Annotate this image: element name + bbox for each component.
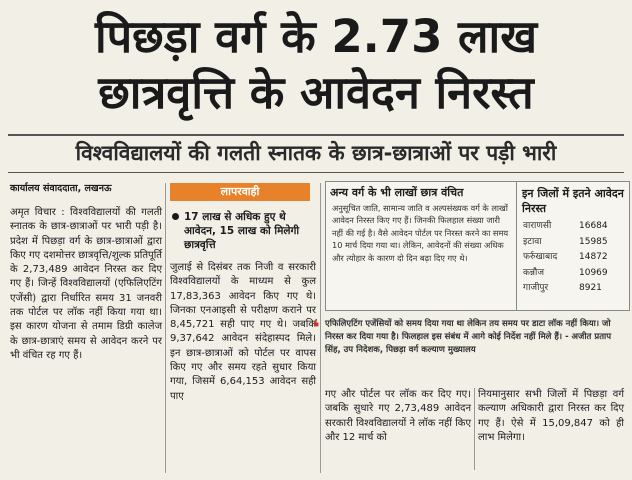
- sidebar-box-title: अन्य वर्ग के भी लाखों छात्र वंचित: [330, 186, 464, 199]
- sidebar-box: [325, 181, 517, 311]
- subheadline-divider: [8, 172, 624, 173]
- article-column-2: जुलाई से दिसंबर तक निजी व सरकारी विश्वविद्यालयों के माध्यम से कुल 17,83,363 आवेदन किए गए थे। जिनका एनआइसी से परीक्षण कराने पर 8,45,721 सही पाए गए थे। जबकि 9,37,642 आवेदन संदेहास्पद मिले। इन छात्र-छात्राओं को पोर्टल पर वापस किए गए और समय रहते सुधार किया गया, जिसमें 6,64,153 आवेदन सही पाए: [170, 262, 316, 402]
- article-column-4: नियमानुसार सभी जिलों में पिछड़ा वर्ग कल्याण अधिकारी द्वारा निरस्त कर दिए गए हैं। ऐसे में 15,09,847 को ही लाभ मिलेगा।: [478, 389, 624, 443]
- district-name: फर्रुखाबाद: [523, 252, 558, 262]
- column-divider: [320, 183, 321, 473]
- headline-divider: [8, 134, 624, 136]
- category-tag: लापरवाही: [170, 183, 310, 201]
- subheadline: विश्वविद्यालयों की गलती स्नातक के छात्र-छात्राओं पर पड़ी भारी: [75, 141, 557, 165]
- official-quote: एफिलिएटिंग एजेंसियों को समय दिया गया था लेकिन तय समय पर डाटा लॉक नहीं किया। जो निरस्त कर दिया गया है। फिलहाल इस संबंध में आगे कोई निर्देश नहीं मिले हैं। - अजीत प्रताप सिंह, उप निदेशक, पिछड़ा वर्ग कल्याण मुख्यालय: [325, 319, 612, 355]
- district-name: वाराणसी: [523, 221, 552, 231]
- article-column-3: गए और पोर्टल पर लॉक कर दिए गए। जबकि सुधारे गए 2,73,489 आवेदन सरकारी विश्वविद्यालयों ने लॉक नहीं किए और 12 मार्च को: [325, 389, 471, 443]
- column-divider: [165, 183, 166, 473]
- sidebar-box-body: अनुसूचित जाति, सामान्य जाति व अल्पसंख्यक वर्ग के लाखों आवेदन निरस्त किए गए हैं। जिनकी फिलहाल संख्या जारी नहीं की गई है। वैसे आवेदन पोर्टल पर निरस्त करने का समय 10 मार्च दिया गया था। लेकिन, आवेदनों की संख्या अधिक और त्योहार के कारण दो दिन बढ़ा दिए गए थे।: [332, 203, 509, 263]
- district-value: 15985: [579, 236, 608, 247]
- highlight-text: 17 लाख से अधिक हुए थे आवेदन, 15 लाख को मिलेगी छात्रवृत्ति: [184, 211, 300, 251]
- district-value: 8921: [579, 283, 602, 293]
- district-table: [516, 181, 630, 311]
- district-value: 16684: [579, 221, 608, 231]
- headline-line-1: पिछड़ा वर्ग के 2.73 लाख: [94, 10, 538, 63]
- headline-line-2: छात्रवृत्ति के आवेदन निरस्त: [98, 66, 534, 119]
- district-row: [517, 219, 629, 235]
- district-name: कन्नौज: [523, 267, 545, 278]
- district-row: [517, 250, 629, 266]
- column-divider: [474, 388, 475, 470]
- district-row: [517, 235, 629, 251]
- district-value: 10969: [579, 267, 608, 278]
- bullet-icon: [172, 213, 179, 220]
- district-row: [517, 281, 629, 297]
- district-table-title: इन जिलों में इतने आवेदन निरस्त: [522, 187, 624, 215]
- district-row: [517, 266, 629, 282]
- article-column-1: अमृत विचार : विश्वविद्यालयों की गलती स्नातक के छात्र-छात्राओं पर भारी पड़ी है। प्रदेश में पिछड़ा वर्ग के छात्र-छात्राओं द्वारा किए गए दशमोत्तर छात्रवृत्ति/शुल्क प्रतिपूर्ति के 2,73,489 आवेदन निरस्त कर दिए गए हैं। जिन्हें विश्वविद्यालयों (एफिलिएटिंग एजेंसी) द्वारा निर्धारित समय 31 जनवरी तक पोर्टल पर लॉक नहीं किया गया था। इस कारण योजना से तमाम डिग्री कालेज के छात्र-छात्राएं समय से आवेदन करने पर भी वंचित रह गए हैं।: [10, 207, 162, 361]
- highlight-point: [172, 210, 317, 252]
- district-name: इटावा: [523, 236, 542, 247]
- quote-icon: ❛: [312, 316, 320, 341]
- district-value: 14872: [579, 252, 608, 262]
- district-name: गाजीपुर: [523, 283, 549, 293]
- byline: कार्यालय संवाददाता, लखनऊ: [10, 183, 112, 194]
